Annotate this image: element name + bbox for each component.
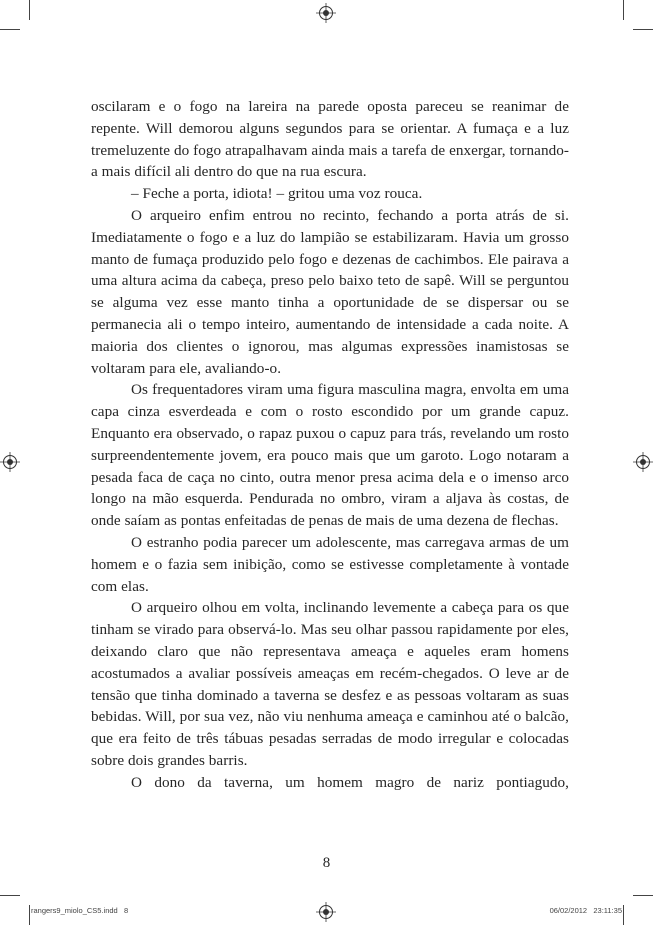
registration-mark-bottom-icon: [316, 902, 336, 922]
crop-mark-top-left-v: [29, 0, 30, 20]
crop-mark-top-right-v: [623, 0, 624, 20]
paragraph: O arqueiro enfim entrou no recinto, fechando a porta atrás de si. Imediatamente o fogo e a luz do lampião se estabilizaram. Havia um grosso manto de fumaça produzido pelo fogo e dezenas de cachimbos. Ele pairava a uma altura acima da cabeça, preso pelo baixo teto de sapê. Will se perguntou se alguma vez esse manto tinha a oportunidade de se dispersar ou se permanecia ali o tempo inteiro, aumentando de intensidade a cada noite. A maioria dos clientes o ignorou, mas algumas expressões inamistosas se voltaram para ele, avaliando-o.: [91, 206, 569, 377]
slug-filename: rangers9_miolo_CS5.indd 8: [31, 906, 129, 915]
crop-mark-bottom-right-v: [623, 905, 624, 925]
crop-mark-bottom-left-h: [0, 895, 20, 896]
registration-mark-left-icon: [0, 452, 20, 472]
page-number: 8: [322, 855, 331, 871]
registration-mark-right-icon: [633, 452, 653, 472]
paragraph: O estranho podia parecer um adolescente, mas carregava armas de um homem e o fazia sem inibição, como se estivesse completamente à vontade com elas.: [91, 533, 569, 595]
body-text: [91, 96, 569, 794]
crop-mark-bottom-right-h: [633, 895, 653, 896]
crop-mark-top-right-h: [633, 29, 653, 30]
crop-mark-bottom-left-v: [29, 905, 30, 925]
crop-mark-top-left-h: [0, 29, 20, 30]
paragraph: – Feche a porta, idiota! – gritou uma voz rouca.: [131, 185, 423, 203]
paragraph: O dono da taverna, um homem magro de nariz pontiagudo,: [131, 773, 569, 791]
paragraph: O arqueiro olhou em volta, inclinando levemente a cabeça para os que tinham se virado para observá-lo. Mas seu olhar passou rapidamente por eles, deixando claro que não representava ameaça e aqueles eram homens acostumados a avaliar possíveis ameaças em recém-chegados. O leve ar de tensão que tinha dominado a taverna se desfez e as pessoas voltaram as suas bebidas. Will, por sua vez, não viu nenhuma ameaça e caminhou até o balcão, que era feito de três tábuas pesadas serradas de modo irregular e colocadas sobre dois grandes barris.: [91, 599, 569, 769]
registration-mark-top-icon: [316, 3, 336, 23]
paragraph: oscilaram e o fogo na lareira na parede oposta pareceu se reanimar de repente. Will demorou alguns segundos para se orientar. A fumaça e a luz tremeluzente do fogo atrapalhavam ainda mais a tarefa de enxergar, tornando-a mais difícil ali dentro do que na rua escura.: [91, 98, 569, 181]
slug-timestamp: 06/02/2012 23:11:35: [549, 906, 622, 915]
paragraph: Os frequentadores viram uma figura masculina magra, envolta em uma capa cinza esverdeada e com o rosto escondido por um grande capuz. Enquanto era observado, o rapaz puxou o capuz para trás, revelando um rosto surpreendentemente jovem, era pouco mais que um garoto. Logo notaram a pesada faca de caça no cinto, outra menor presa acima dela e o imenso arco longo na mão esquerda. Pendurada no ombro, viram a aljava às costas, de onde saíam as pontas enfeitadas de penas de mais de uma dezena de flechas.: [91, 381, 569, 530]
